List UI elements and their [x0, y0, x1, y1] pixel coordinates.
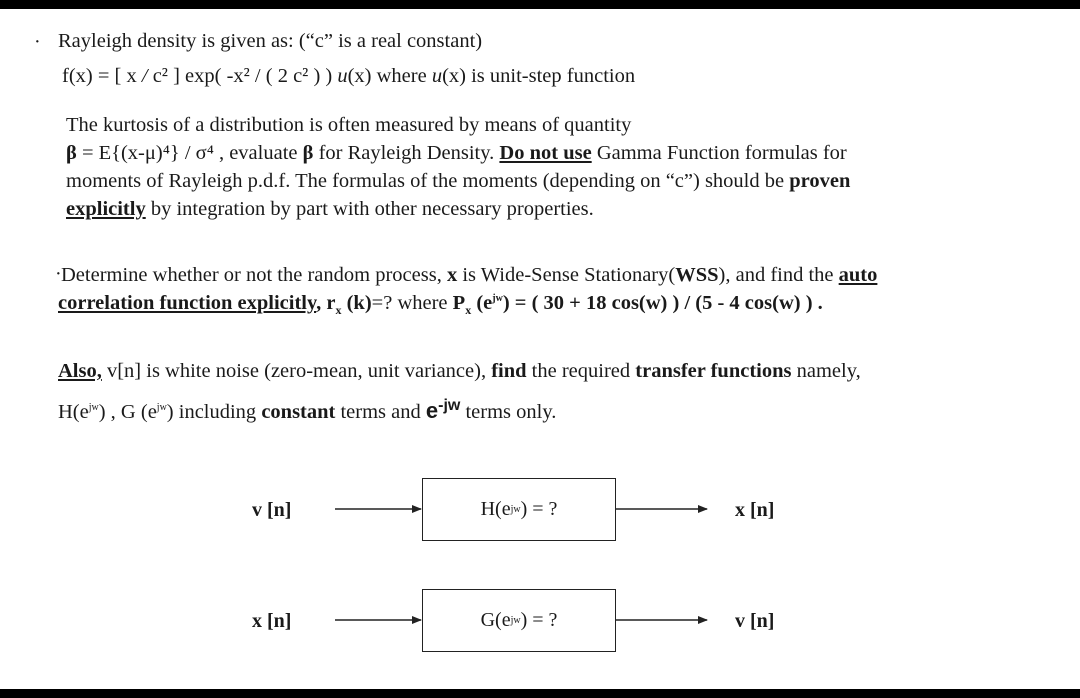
p-symbol: P [452, 292, 466, 314]
required-text: the required [526, 360, 636, 382]
g-transfer-box [422, 589, 616, 652]
beta-symbol-2: β [302, 142, 314, 164]
h-b: ) , G (e [98, 400, 157, 423]
beta-symbol: β [66, 142, 77, 164]
auto-text: auto [838, 264, 878, 286]
also-text: Also, [58, 360, 102, 382]
h-sup: jw [88, 402, 99, 413]
wss-a: Determine whether or not the random process, [61, 264, 447, 286]
constant-text: constant [261, 400, 336, 423]
h-box-sup: jw [510, 504, 521, 515]
formula-part-d: (x) is unit-step function [442, 65, 636, 87]
where-text: =? where [371, 292, 453, 314]
wss-e: ), and find the [718, 264, 839, 286]
input-vn-label: v [n] [252, 499, 292, 521]
bullet-1: · [34, 31, 41, 53]
bullet-2: · [55, 263, 62, 285]
wss-c: is Wide-Sense Stationary( [457, 264, 676, 286]
integration-text: by integration by part with other necessary properties. [145, 198, 594, 220]
output-vn-label: v [n] [735, 610, 775, 632]
g-box-sup: jw [510, 615, 521, 626]
r-symbol: r [326, 292, 336, 314]
psd-e: (e [471, 292, 493, 314]
find-text: find [491, 360, 527, 382]
g-box-b: ) = ? [520, 609, 558, 631]
do-not-use: Do not use [499, 142, 592, 164]
h-box-b: ) = ? [520, 498, 558, 520]
wss-x: x [446, 264, 458, 286]
formula-slash: / [141, 65, 148, 87]
ejw-e: e [425, 397, 439, 423]
r-sub: x [335, 303, 342, 318]
g-box-a: G(e [480, 609, 511, 631]
formula-part-a: f(x) = [ x [62, 65, 142, 87]
formula-u: u [337, 65, 348, 87]
r-k: (k) [341, 292, 372, 314]
beta-def: = E{(x-μ)⁴} / σ⁴ , evaluate [76, 142, 303, 164]
formula-u2: u [431, 65, 443, 87]
h-transfer-box [422, 478, 616, 541]
formula-part-b: c² ] exp( -x² / ( 2 c² ) ) [147, 65, 338, 87]
transfer-functions-text: transfer functions [635, 360, 792, 382]
h-c: ) including [166, 400, 262, 423]
formula-part-c: (x) where [347, 65, 432, 87]
h-a: H(e [58, 400, 89, 423]
wss-abbrev: WSS [675, 264, 719, 286]
gamma-text: Gamma Function formulas for [591, 142, 847, 164]
namely-text: namely, [791, 360, 861, 382]
psd-sup: jw [492, 293, 503, 305]
input-xn-label: x [n] [252, 610, 292, 632]
ejw-sup: -jw [438, 397, 461, 414]
correlation-text: correlation function explicitly [58, 292, 317, 314]
white-noise-text: v[n] is white noise (zero-mean, unit variance), [101, 360, 492, 382]
h-e: terms and [335, 400, 426, 423]
rayleigh-title-text: Rayleigh density is given as: (“c” is a real constant) [58, 30, 483, 52]
moments-text: moments of Rayleigh p.d.f. The formulas of the moments (depending on “c”) should be [66, 170, 790, 192]
proven-text: proven [789, 170, 851, 192]
terms-only-text: terms only. [460, 400, 557, 423]
output-xn-label: x [n] [735, 499, 775, 521]
g-sup: jw [156, 402, 167, 413]
comma: , [316, 292, 327, 314]
p-sub: x [465, 303, 472, 318]
psd-formula: ) = ( 30 + 18 cos(w) ) / (5 - 4 cos(w) ) . [502, 292, 823, 314]
beta-rayleigh: for Rayleigh Density. [313, 142, 500, 164]
h-box-a: H(e [480, 498, 511, 520]
kurtosis-text: The kurtosis of a distribution is often measured by means of quantity [66, 114, 632, 136]
explicitly-text: explicitly [66, 198, 146, 220]
bottom-black-bar [0, 689, 1080, 698]
